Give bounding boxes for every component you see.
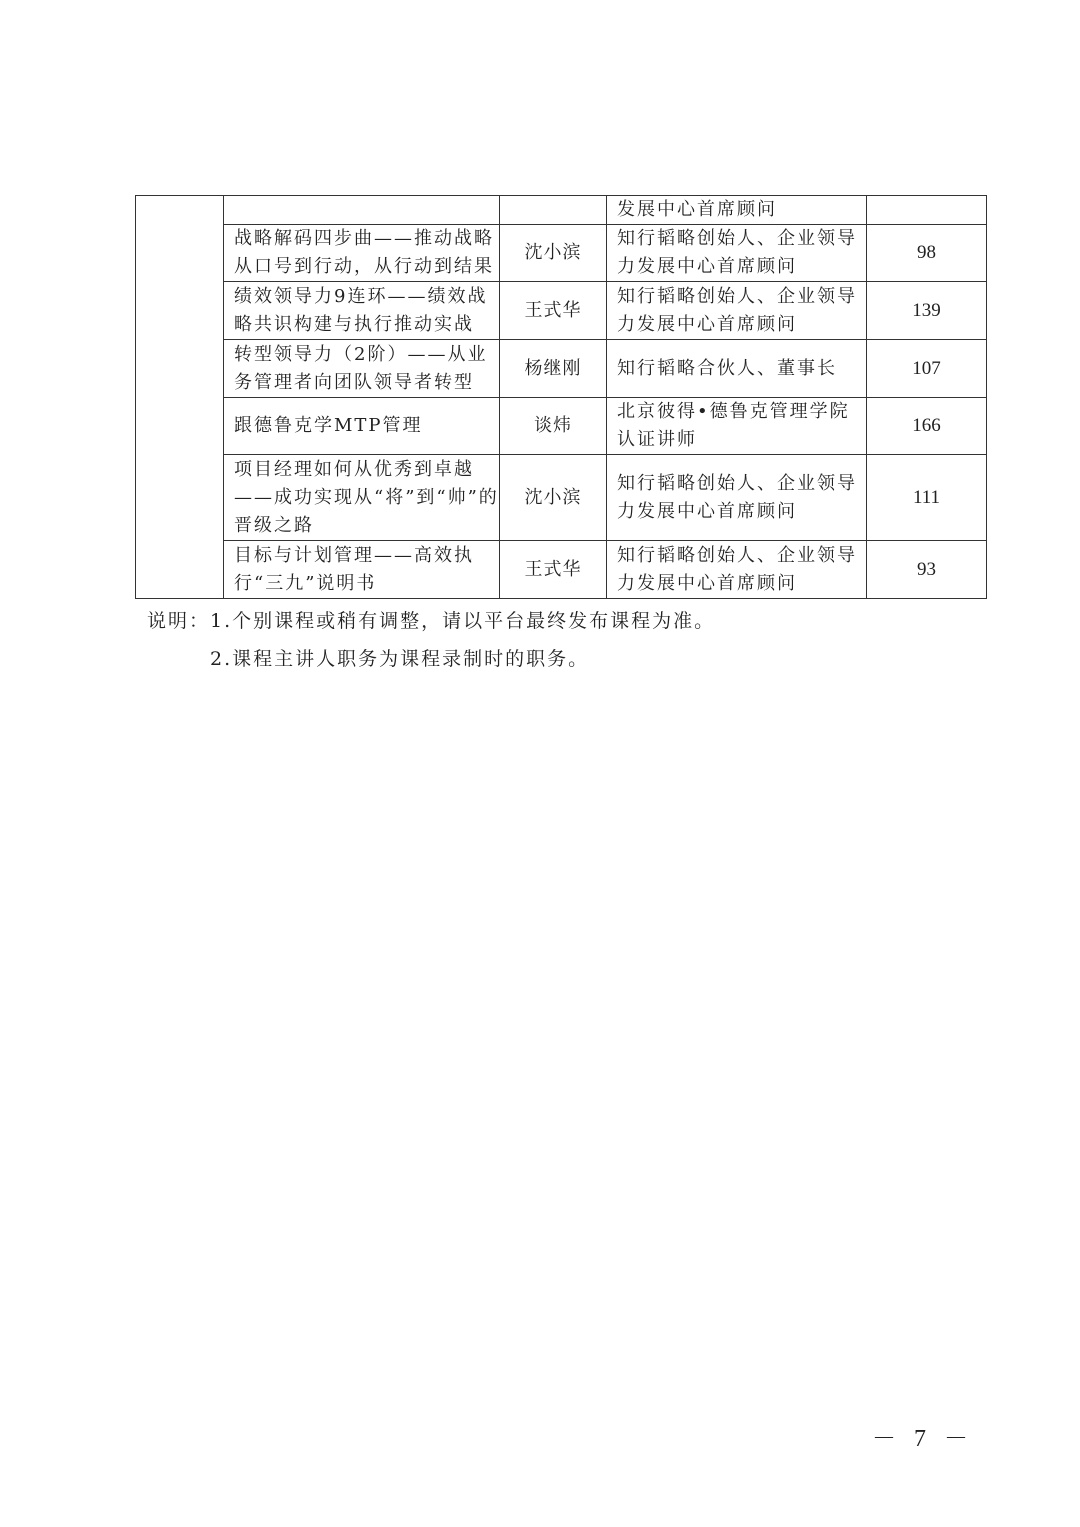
table-row (136, 282, 987, 340)
speaker-position: 知行韬略创始人、企业领导力发展中心首席顾问 (607, 282, 867, 340)
speaker-name: 谈炜 (500, 398, 607, 455)
speaker-position: 北京彼得•德鲁克管理学院认证讲师 (607, 398, 867, 455)
table-row (136, 455, 987, 541)
course-count (867, 196, 987, 225)
speaker-name: 沈小滨 (500, 225, 607, 282)
speaker-position: 知行韬略创始人、企业领导力发展中心首席顾问 (607, 541, 867, 599)
speaker-name: 王式华 (500, 282, 607, 340)
course-title: 目标与计划管理——高效执行“三九”说明书 (224, 541, 500, 599)
course-title: 战略解码四步曲——推动战略从口号到行动，从行动到结果 (224, 225, 500, 282)
course-count: 93 (867, 541, 987, 599)
table-row (136, 340, 987, 398)
speaker-name: 沈小滨 (500, 455, 607, 541)
speaker-name (500, 196, 607, 225)
course-count: 139 (867, 282, 987, 340)
speaker-name: 杨继刚 (500, 340, 607, 398)
course-table (135, 195, 987, 599)
course-count: 166 (867, 398, 987, 455)
course-title (224, 196, 500, 225)
course-title: 跟德鲁克学MTP管理 (224, 398, 500, 455)
note-line-2: 2.课程主讲人职务为课程录制时的职务。 (210, 648, 590, 670)
course-count: 98 (867, 225, 987, 282)
note-line-1: 说明：1.个别课程或稍有调整，请以平台最终发布课程为准。 (147, 610, 716, 632)
speaker-name: 王式华 (500, 541, 607, 599)
course-count: 107 (867, 340, 987, 398)
course-title: 项目经理如何从优秀到卓越——成功实现从“将”到“帅”的晋级之路 (224, 455, 500, 541)
course-count: 111 (867, 455, 987, 541)
speaker-position: 知行韬略合伙人、董事长 (607, 340, 867, 398)
course-title: 绩效领导力9连环——绩效战略共识构建与执行推动实战 (224, 282, 500, 340)
speaker-position: 知行韬略创始人、企业领导力发展中心首席顾问 (607, 455, 867, 541)
category-cell (136, 196, 224, 599)
speaker-position: 知行韬略创始人、企业领导力发展中心首席顾问 (607, 225, 867, 282)
speaker-position: 发展中心首席顾问 (607, 196, 867, 225)
table-row (136, 541, 987, 599)
course-title: 转型领导力（2阶）——从业务管理者向团队领导者转型 (224, 340, 500, 398)
table-row (136, 398, 987, 455)
table-row (136, 196, 987, 225)
page-number: － 7 － (872, 1426, 974, 1452)
table-row (136, 225, 987, 282)
